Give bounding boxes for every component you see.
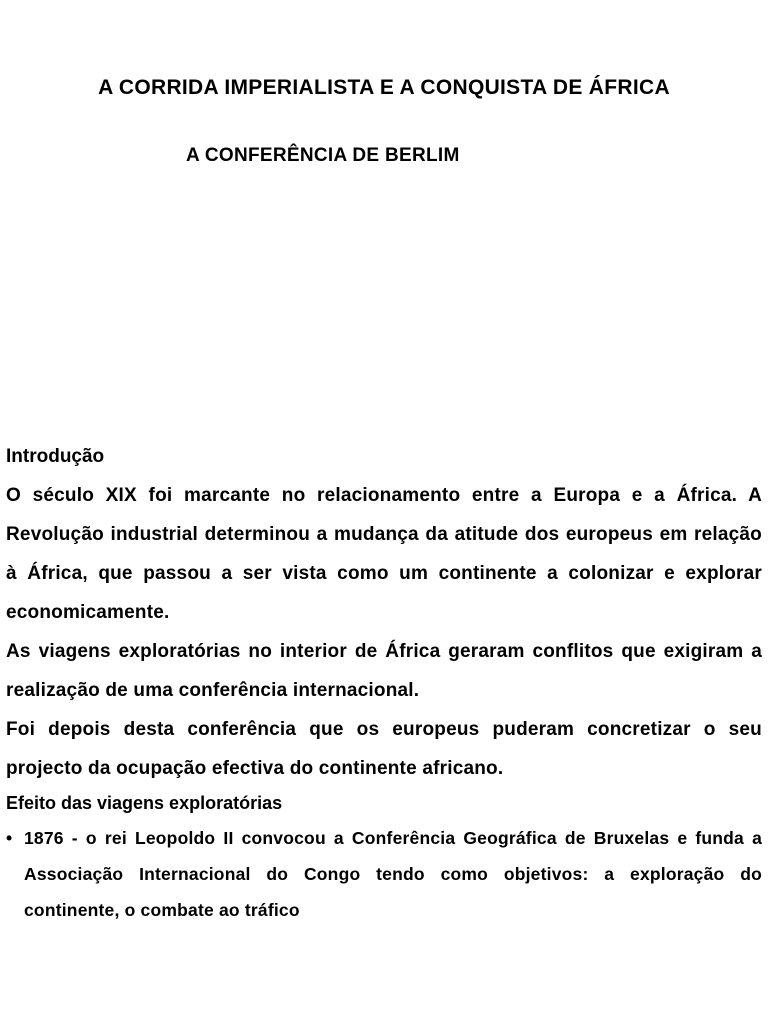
- paragraph: Foi depois desta conferência que os europeus puderam concretizar o seu projecto da ocupação efectiva do continente africano.: [6, 719, 762, 779]
- document-subtitle: A CONFERÊNCIA DE BERLIM: [186, 145, 460, 166]
- document-title: A CORRIDA IMPERIALISTA E A CONQUISTA DE ÁFRICA: [98, 76, 670, 99]
- introduction-heading: Introdução: [6, 446, 105, 467]
- bullet-icon: •: [6, 828, 13, 848]
- bullet-list: [6, 820, 762, 928]
- bullet-text: 1876 - o rei Leopoldo II convocou a Conferência Geográfica de Bruxelas e funda a Associação Internacional do Congo tendo como objetivos: a exploração do continente, o combate ao tráfico: [24, 828, 762, 920]
- section-heading: Efeito das viagens exploratórias: [6, 793, 283, 813]
- paragraph: As viagens exploratórias no interior de África geraram conflitos que exigiram a realização de uma conferência internacional.: [6, 641, 762, 701]
- paragraph: O século XIX foi marcante no relacionamento entre a Europa e a África. A Revolução industrial determinou a mudança da atitude dos europeus em relação à África, que passou a ser vista como um continente a colonizar e explorar economicamente.: [6, 485, 762, 623]
- bullet-item: [6, 820, 762, 928]
- document-body: [6, 444, 762, 928]
